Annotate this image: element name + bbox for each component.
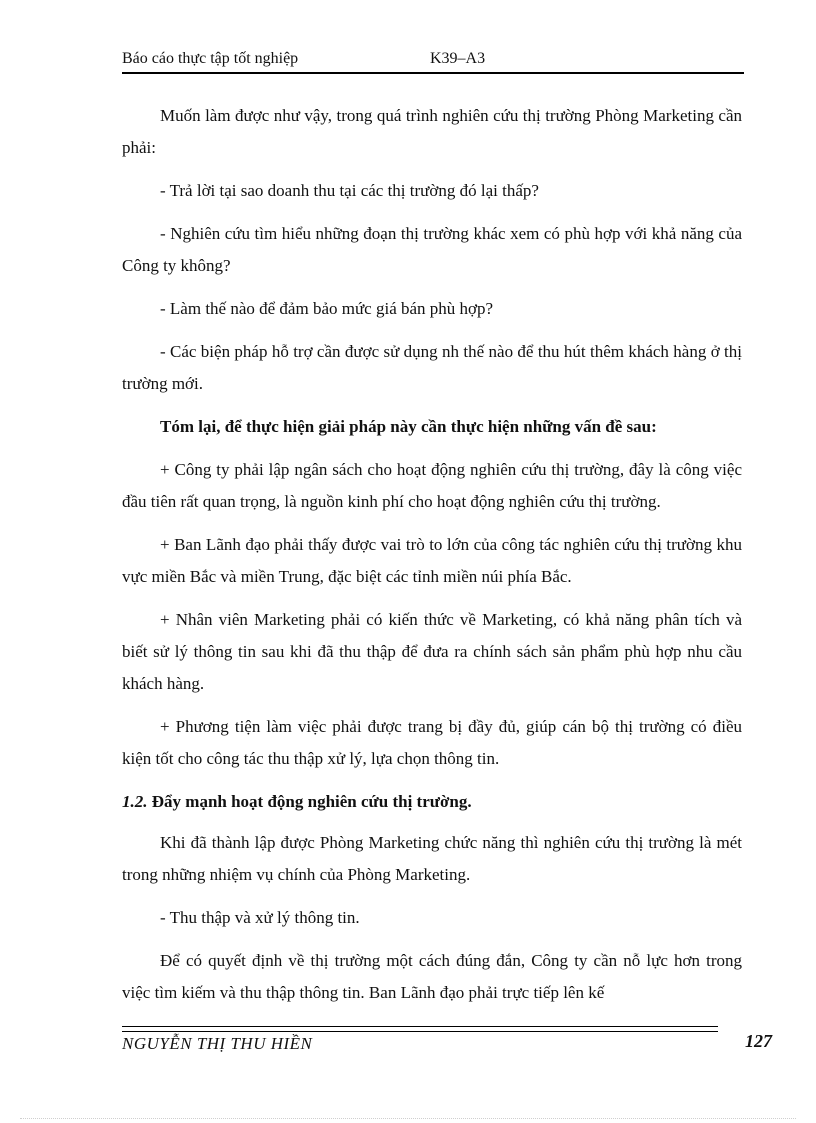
- page-number: 127: [745, 1031, 772, 1051]
- page-header: [122, 50, 744, 74]
- paragraph: - Thu thập và xử lý thông tin.: [160, 908, 360, 927]
- summary-heading: Tóm lại, để thực hiện giải pháp này cần thực hiện những vấn đề sau:: [160, 417, 657, 436]
- document-body: [122, 100, 742, 1020]
- section-title: Đẩy mạnh hoạt động nghiên cứu thị trường.: [151, 792, 472, 811]
- page-footer: [122, 1026, 772, 1056]
- report-title: Báo cáo thực tập tốt nghiệp: [122, 50, 299, 67]
- paragraph: Muốn làm được như vậy, trong quá trình nghiên cứu thị trường Phòng Marketing cần phải:: [122, 106, 742, 157]
- author-name: NGUYỄN THỊ THU HIỀN: [122, 1034, 313, 1053]
- paragraph: - Nghiên cứu tìm hiểu những đoạn thị trường khác xem có phù hợp với khả năng của Công ty không?: [122, 224, 742, 275]
- page-edge-divider: [20, 1118, 796, 1119]
- footer-rule: [122, 1026, 718, 1032]
- paragraph: - Làm thế nào để đảm bảo mức giá bán phù hợp?: [160, 299, 494, 318]
- paragraph: Khi đã thành lập được Phòng Marketing chức năng thì nghiên cứu thị trường là mét trong những nhiệm vụ chính của Phòng Marketing.: [122, 833, 742, 884]
- paragraph: + Phương tiện làm việc phải được trang bị đầy đủ, giúp cán bộ thị trường có điều kiện tốt cho công tác thu thập xử lý, lựa chọn thông tin.: [122, 717, 742, 768]
- paragraph: - Trả lời tại sao doanh thu tại các thị trường đó lại thấp?: [160, 181, 539, 200]
- class-code: K39–A3: [430, 50, 486, 67]
- paragraph: + Ban Lãnh đạo phải thấy được vai trò to lớn của công tác nghiên cứu thị trường khu vực miền Bắc và miền Trung, đặc biệt các tỉnh miền núi phía Bắc.: [122, 535, 742, 586]
- section-number: 1.2.: [122, 792, 148, 811]
- paragraph: Để có quyết định về thị trường một cách đúng đắn, Công ty cần nỗ lực hơn trong việc tìm kiếm và thu thập thông tin. Ban Lãnh đạo phải trực tiếp lên kế: [122, 951, 742, 1002]
- section-heading: [122, 786, 742, 818]
- paragraph: - Các biện pháp hỗ trợ cần được sử dụng nh thế nào để thu hút thêm khách hàng ở thị trường mới.: [122, 342, 742, 393]
- paragraph: + Nhân viên Marketing phải có kiến thức về Marketing, có khả năng phân tích và biết sử lý thông tin sau khi đã thu thập để đưa ra chính sách sản phẩm phù hợp nhu cầu khách hàng.: [122, 610, 742, 693]
- paragraph: + Công ty phải lập ngân sách cho hoạt động nghiên cứu thị trường, đây là công việc đầu tiên rất quan trọng, là nguồn kinh phí cho hoạt động nghiên cứu thị trường.: [122, 460, 742, 511]
